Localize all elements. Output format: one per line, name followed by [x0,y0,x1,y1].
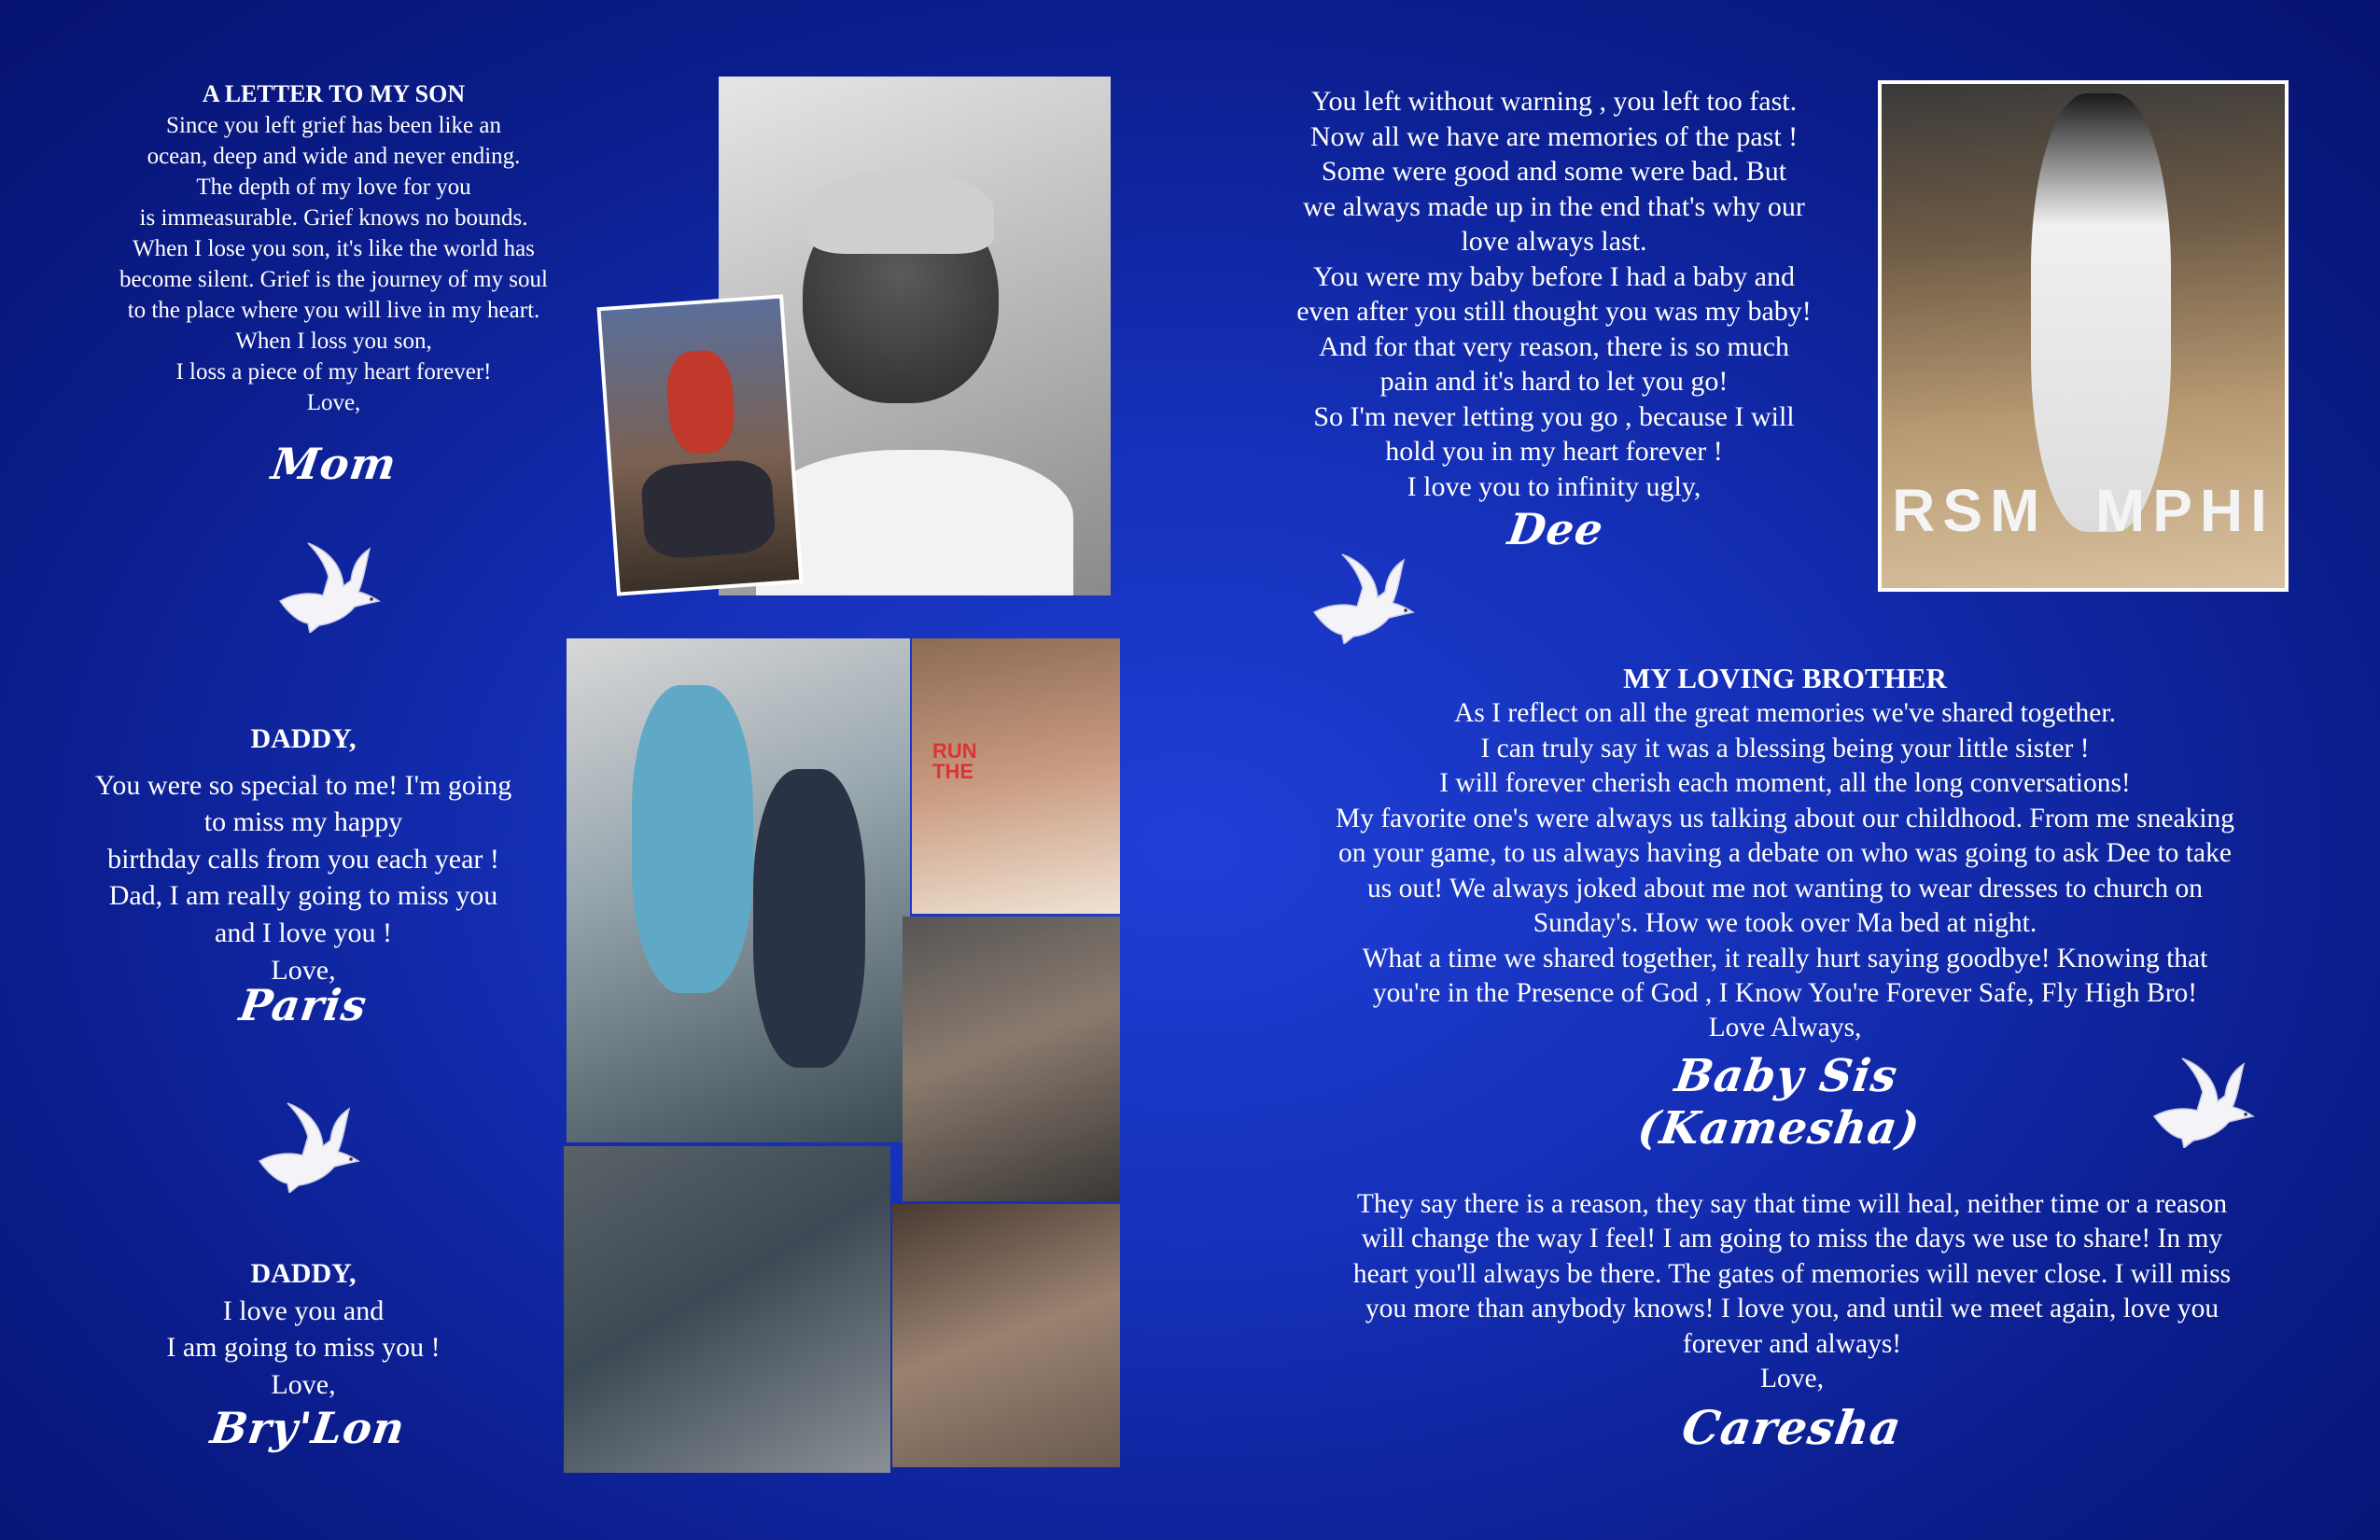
kamesha-line: As I reflect on all the great memories we've shared together. [1454,698,2116,729]
father-newborn-photo [564,1146,890,1473]
dee-line: love always last. [1461,226,1647,257]
wall-sign-text: RSM MPHI [1892,477,2275,544]
kids-photo [567,638,910,1142]
paris-line: and I love you ! [215,917,392,948]
kamesha-line: on your game, to us always having a debate on who was going to ask Dee to take [1338,838,2232,869]
dee-line: And for that very reason, there is so much [1318,330,1790,362]
kamesha-signature: Baby Sis (Kamesha) [1634,1050,1924,1155]
kamesha-letter [1274,660,2296,1046]
mom-line: I loss a piece of my heart forever! [175,359,492,385]
kamesha-line: I can truly say it was a blessing being your little sister ! [1480,733,2090,763]
paris-line: Love, [271,954,336,986]
mom-line: When I lose you son, it's like the world has [133,236,535,262]
kamesha-line: us out! We always joked about me not wanting to wear dresses to church on [1367,873,2203,903]
dee-letter [1260,84,1848,504]
kamesha-line: Love Always, [1708,1013,1862,1043]
mom-line: ocean, deep and wide and never ending. [147,144,521,170]
dove-icon [252,1099,364,1193]
dee-line: You left without warning , you left too fast. [1310,86,1798,117]
kamesha-line: I will forever cherish each moment, all the long conversations! [1439,768,2131,799]
mom-letter [65,78,602,418]
shirt-text: RUN THE [932,739,977,783]
caresha-letter [1293,1187,2291,1397]
caresha-signature: Caresha [1678,1400,1906,1455]
dove-icon [1307,551,1419,644]
paris-heading: DADDY, [250,723,357,754]
dee-line: even after you still thought you was my baby! [1296,296,1812,327]
dee-line: Some were good and some were bad. But [1321,156,1787,187]
mom-line: The depth of my love for you [196,175,471,201]
dee-photo [1878,80,2289,592]
caresha-line: heart you'll always be there. The gates of memories will never close. I will miss [1352,1258,2232,1289]
brylon-letter [84,1255,523,1403]
mom-line: Love, [306,390,361,416]
mom-line: Since you left grief has been like an [166,113,501,139]
paris-line: birthday calls from you each year ! [107,843,499,875]
paris-letter [56,721,551,988]
family-photo [596,294,803,595]
kamesha-line: What a time we shared together, it really hurt saying goodbye! Knowing that [1362,943,2208,973]
caresha-line: forever and always! [1682,1328,1902,1359]
kamesha-line: Sunday's. How we took over Ma bed at night. [1533,908,2037,939]
caresha-line: will change the way I feel! I am going to miss the days we use to share! In my [1361,1224,2223,1254]
kamesha-line: you're in the Presence of God , I Know You're Forever Safe, Fly High Bro! [1372,977,2198,1008]
caresha-line: you more than anybody knows! I love you, and until we meet again, love you [1365,1294,2219,1324]
girls-reading-photo [912,638,1120,914]
kamesha-heading: MY LOVING BROTHER [1623,662,1947,694]
brylon-line: I am going to miss you ! [166,1332,441,1364]
baby-father-photo [903,917,1120,1201]
dee-line: You were my baby before I had a baby and [1313,260,1795,292]
paris-line: to miss my happy [203,806,403,838]
brylon-line: I love you and [222,1295,385,1326]
brylon-heading: DADDY, [250,1258,357,1289]
mom-line: become silent. Grief is the journey of my soul [119,267,548,293]
brylon-line: Love, [271,1368,336,1400]
mom-heading: A LETTER TO MY SON [202,80,466,107]
kamesha-line: My favorite one's were always us talking about our childhood. From me sneaking [1335,803,2235,833]
paris-line: Dad, I am really going to miss you [108,880,498,912]
dove-icon [2147,1055,2259,1148]
dee-line: Now all we have are memories of the past ! [1309,120,1799,152]
mom-line: is immeasurable. Grief knows no bounds. [139,205,528,231]
paris-signature: Paris [236,980,371,1030]
dove-icon [273,539,385,633]
dee-line: pain and it's hard to let you go! [1379,366,1729,397]
mom-line: to the place where you will live in my heart. [127,298,540,324]
mom-line: When I loss you son, [235,329,432,355]
paris-line: You were so special to me! I'm going [94,769,512,801]
dee-line: we always made up in the end that's why our [1303,190,1805,222]
dee-signature: Dee [1505,504,1607,554]
brylon-signature: Bry'Lon [207,1403,409,1453]
dee-line: I love you to infinity ugly, [1407,470,1701,502]
dee-line: So I'm never letting you go , because I will [1313,400,1795,432]
dee-line: hold you in my heart forever ! [1385,436,1723,467]
toddlers-photo [892,1204,1120,1467]
caresha-line: They say there is a reason, they say that time will heal, neither time or a reason [1356,1189,2228,1219]
caresha-line: Love, [1760,1364,1824,1394]
mom-signature: Mom [268,439,400,489]
